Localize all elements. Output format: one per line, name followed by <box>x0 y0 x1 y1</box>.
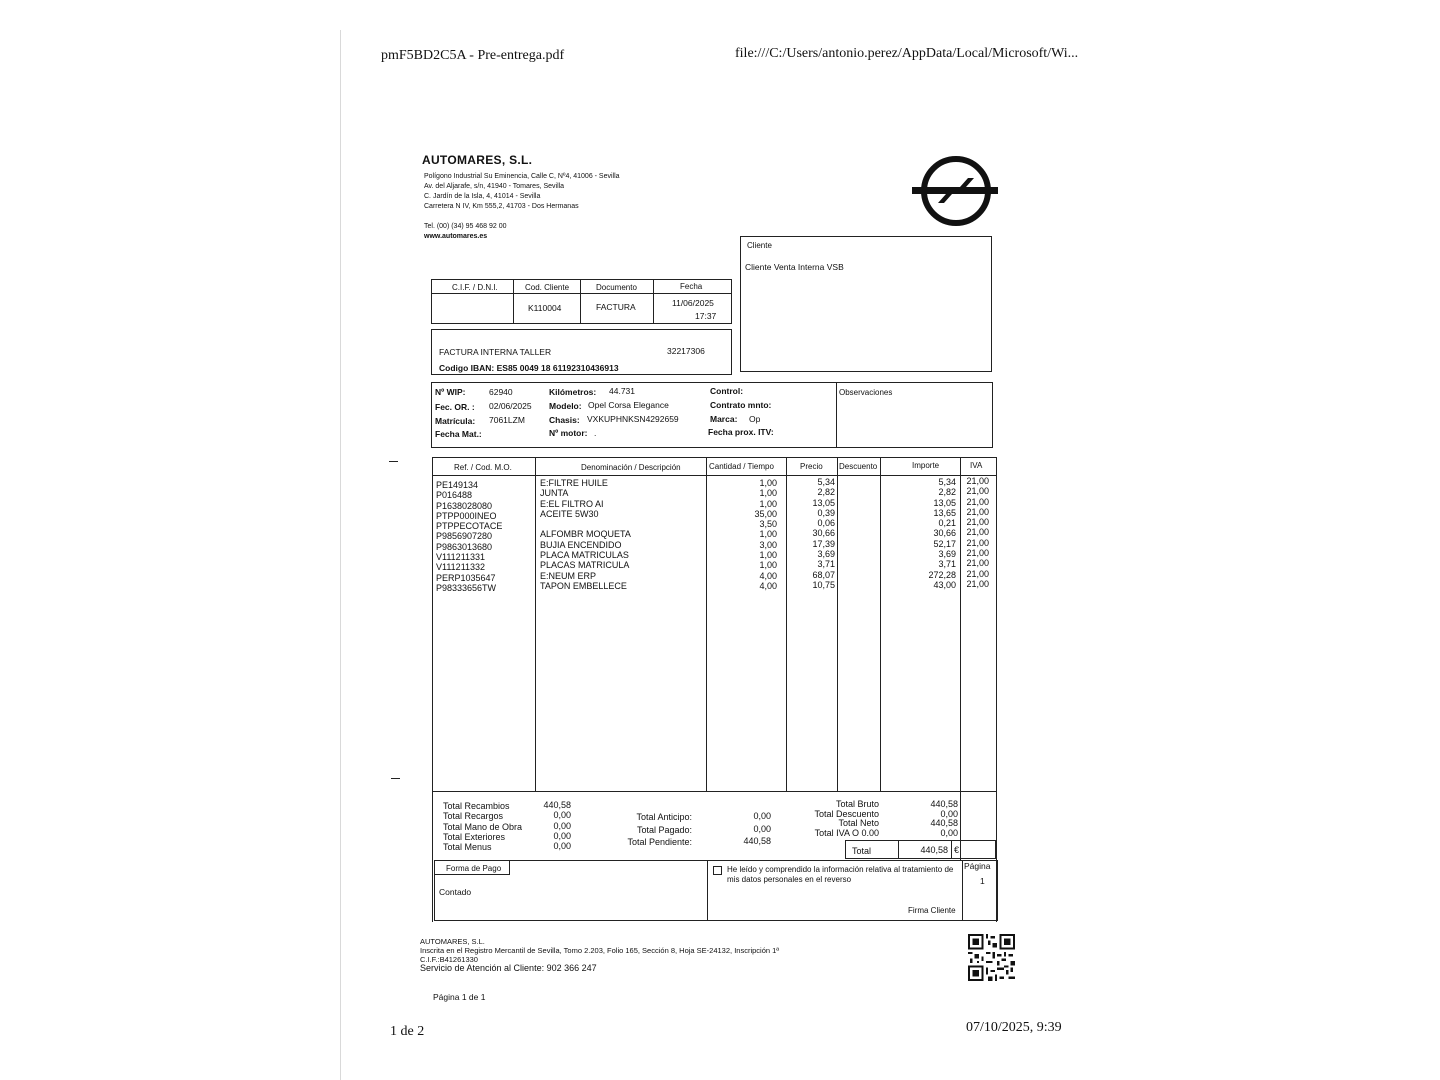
row-qty-cell: 1,00 <box>759 488 777 499</box>
total-label: Total Pendiente: <box>627 837 692 847</box>
row-desc-cell: PLACAS MATRICULA <box>540 560 630 571</box>
payment-label: Forma de Pago <box>446 864 502 873</box>
model-label: Modelo: <box>549 401 582 411</box>
total-label: Total Bruto <box>835 799 879 809</box>
row-discount-cell <box>840 528 878 538</box>
total-value: 0,00 <box>753 811 771 821</box>
total-label: Total Pagado: <box>636 824 692 835</box>
row-amount-cell: 5,34 <box>938 477 956 487</box>
row-price-cell: 5,34 <box>817 477 835 487</box>
total-value: 0,00 <box>553 841 571 852</box>
row-ref-cell: P9856907280 <box>436 531 493 542</box>
row-ref-cell: V111211331 <box>436 552 486 563</box>
row-amount-cell: 3,69 <box>938 549 956 560</box>
plate-value: 7061LZM <box>489 415 525 425</box>
document-info-box <box>431 279 732 324</box>
row-vat-cell: 21,00 <box>966 496 989 507</box>
discount-column <box>840 477 878 590</box>
row-ref-cell: P98333656TW <box>436 582 497 593</box>
row-amount-cell: 52,17 <box>933 538 956 549</box>
total-value: 0,00 <box>553 830 571 841</box>
invoice-type: FACTURA INTERNA TALLER <box>439 347 552 357</box>
row-ref-cell: P1638028080 <box>436 500 493 511</box>
row-discount-cell <box>840 498 878 508</box>
plate-label: Matrícula: <box>435 416 476 426</box>
row-discount-cell <box>840 580 878 590</box>
row-price-cell: 68,07 <box>812 569 835 580</box>
client-name: Cliente Venta Interna VSB <box>745 262 844 272</box>
row-vat-cell: 21,00 <box>966 568 989 579</box>
ref-column <box>436 480 536 593</box>
total-label: Total Neto <box>838 818 879 829</box>
client-code-header: Cod. Cliente <box>525 283 570 292</box>
page-value: 1 <box>980 876 985 886</box>
totals-left-values <box>530 800 571 851</box>
row-amount-cell: 13,05 <box>933 497 956 508</box>
print-header-title: pmF5BD2C5A - Pre-entrega.pdf <box>381 48 565 63</box>
total-label: Total Exteriores <box>443 831 506 842</box>
row-ref-cell: P016488 <box>436 490 473 501</box>
vehicle-info-box <box>431 382 993 448</box>
document-value: FACTURA <box>596 302 636 312</box>
company-address-line: Av. del Aljarafe, s/n, 41940 - Tomares, Sevilla <box>424 183 565 190</box>
document-header: Documento <box>596 283 637 292</box>
row-ref-cell: PE149134 <box>436 480 479 490</box>
km-value: 44.731 <box>609 386 635 396</box>
totals-left-labels <box>443 801 543 852</box>
row-desc-cell: TAPON EMBELLECE <box>540 580 627 591</box>
row-discount-cell <box>840 539 878 549</box>
consent-text: He leído y comprendido la información relativa al tratamiento de mis datos personales en el reverso <box>727 865 954 884</box>
row-discount-cell <box>840 508 878 518</box>
amount-column <box>882 477 956 590</box>
row-price-cell: 3,69 <box>817 549 835 560</box>
row-discount-cell <box>840 559 878 569</box>
page-label: Página <box>964 861 991 871</box>
total-label: Total Menus <box>443 842 492 853</box>
row-price-cell: 0,39 <box>817 507 835 518</box>
row-vat-cell: 21,00 <box>966 476 989 486</box>
company-address-line: C. Jardín de la Isla, 4, 41014 - Sevilla <box>424 193 541 200</box>
total-label: Total Recargos <box>443 811 504 822</box>
chassis-value: VXKUPHNKSN4292659 <box>587 414 679 424</box>
row-ref-cell: P9863013680 <box>436 541 493 552</box>
print-footer-page: 1 de 2 <box>390 1024 425 1039</box>
total-value: 440,58 <box>930 799 958 809</box>
totals-middle-values <box>730 810 771 848</box>
total-value: 0,00 <box>753 823 771 834</box>
row-desc-cell <box>540 519 700 529</box>
km-label: Kilómetros: <box>549 387 597 397</box>
row-vat-cell: 21,00 <box>966 527 989 538</box>
row-price-cell: 2,82 <box>817 487 835 498</box>
price-column <box>788 477 835 590</box>
row-qty-cell: 1,00 <box>759 498 777 509</box>
marca-label: Marca: <box>710 414 738 424</box>
col-header-price: Precio <box>800 462 823 471</box>
row-amount-cell: 3,71 <box>938 559 956 570</box>
total-value: 440,58 <box>930 818 958 829</box>
wip-value: 62940 <box>489 387 513 397</box>
row-discount-cell <box>840 477 878 487</box>
payment-method: Contado <box>439 887 472 897</box>
row-vat-cell: 21,00 <box>966 517 989 528</box>
iban: Codigo IBAN: ES85 0049 18 61192310436913 <box>439 363 619 373</box>
row-amount-cell: 2,82 <box>938 487 956 498</box>
row-desc-cell: PLACA MATRICULAS <box>540 550 629 561</box>
client-code-value: K110004 <box>528 303 562 313</box>
desc-column <box>540 478 700 591</box>
row-ref-cell: PTPP000INEO <box>436 510 497 521</box>
row-amount-cell: 272,28 <box>928 569 956 580</box>
total-label: Total Mano de Obra <box>443 821 523 832</box>
row-price-cell: 3,71 <box>817 559 835 570</box>
row-vat-cell: 21,00 <box>966 578 989 589</box>
col-header-vat: IVA <box>970 461 983 470</box>
fecha-mat-label: Fecha Mat.: <box>435 429 482 439</box>
total-value: 0,00 <box>553 810 571 821</box>
total-value: 440,58 <box>543 800 571 810</box>
wip-label: Nº WIP: <box>435 387 466 397</box>
vat-column <box>962 476 989 589</box>
row-qty-cell: 3,50 <box>759 519 777 530</box>
col-header-amount: Importe <box>912 461 940 470</box>
print-footer-datetime: 07/10/2025, 9:39 <box>966 1020 1062 1035</box>
row-desc-cell: ALFOMBR MOQUETA <box>540 529 631 540</box>
col-header-desc: Denominación / Descripción <box>581 463 681 472</box>
qr-code-icon <box>968 934 1015 981</box>
row-qty-cell: 4,00 <box>759 580 777 591</box>
grand-total-value: 440,58 <box>920 845 948 855</box>
legal-cif: C.I.F.:B41261330 <box>420 955 478 964</box>
total-label: Total Anticipo: <box>636 812 692 822</box>
row-qty-cell: 1,00 <box>759 560 777 571</box>
chassis-label: Chasis: <box>549 415 580 425</box>
row-desc-cell: E:NEUM ERP <box>540 570 597 581</box>
total-label: Total Descuento <box>814 808 879 819</box>
company-name: AUTOMARES, S.L. <box>422 153 533 167</box>
contrato-label: Contrato mnto: <box>710 400 772 410</box>
row-qty-cell: 3,00 <box>759 539 777 550</box>
row-desc-cell: BUJIA ENCENDIDO <box>540 539 622 550</box>
client-box <box>740 236 992 372</box>
marca-value: Op <box>749 414 761 424</box>
total-value: 0,00 <box>940 828 958 839</box>
row-vat-cell: 21,00 <box>966 558 989 569</box>
time-value: 17:37 <box>695 311 717 321</box>
row-amount-cell: 43,00 <box>933 579 956 590</box>
total-value: 440,58 <box>743 836 771 846</box>
company-phone: Tel. (00) (34) 95 468 92 00 <box>424 223 507 230</box>
col-header-ref: Ref. / Cod. M.O. <box>454 463 512 472</box>
row-qty-cell: 35,00 <box>754 508 777 519</box>
row-desc-cell: ACEITE 5W30 <box>540 508 599 519</box>
row-discount-cell <box>840 570 878 580</box>
row-amount-cell: 13,65 <box>933 507 956 518</box>
fold-mark <box>389 461 398 462</box>
row-discount-cell <box>840 518 878 528</box>
row-desc-cell: E:FILTRE HUILE <box>540 478 608 488</box>
totals-right-labels <box>780 800 879 839</box>
row-ref-cell: PTPPECOTACE <box>436 521 503 532</box>
company-website: www.automares.es <box>424 233 488 240</box>
itv-label: Fecha prox. ITV: <box>708 427 774 437</box>
client-label: Cliente <box>747 241 772 250</box>
control-label: Control: <box>710 386 744 396</box>
row-vat-cell: 21,00 <box>966 548 989 559</box>
row-vat-cell: 21,00 <box>966 506 989 517</box>
total-value: 0,00 <box>940 808 958 819</box>
motor-value: . <box>594 428 597 438</box>
totals-right-values <box>900 800 958 839</box>
row-qty-cell: 1,00 <box>759 478 777 488</box>
currency-symbol: € <box>954 845 960 855</box>
print-header-url: file:///C:/Users/antonio.perez/AppData/Local/Microsoft/Wi... <box>735 46 1079 61</box>
consent-checkbox[interactable] <box>713 866 722 875</box>
row-price-cell: 30,66 <box>812 528 835 539</box>
legal-footer <box>420 937 779 973</box>
company-address-line: Polígono Industrial Su Eminencia, Calle C, Nº4, 41006 - Sevilla <box>424 173 620 180</box>
model-value: Opel Corsa Elegance <box>588 400 669 410</box>
fold-mark <box>391 778 400 779</box>
fec-or-label: Fec. OR. : <box>435 402 475 412</box>
row-amount-cell: 0,21 <box>938 518 956 529</box>
row-ref-cell: PERP1035647 <box>436 572 496 583</box>
row-qty-cell: 4,00 <box>759 570 777 581</box>
col-header-qty: Cantidad / Tiempo <box>709 462 774 471</box>
pagination: Página 1 de 1 <box>433 992 486 1002</box>
invoice-type-box <box>431 329 732 375</box>
total-label: Total IVA O 0.00 <box>814 828 879 839</box>
opel-logo-icon <box>908 152 1002 230</box>
row-price-cell: 0,06 <box>817 518 835 529</box>
grand-total-label: Total <box>852 846 872 856</box>
legal-service: Servicio de Atención al Cliente: 902 366 247 <box>420 963 597 973</box>
motor-label: Nº motor: <box>549 428 588 438</box>
row-desc-cell: E:EL FILTRO AI <box>540 498 604 509</box>
row-ref-cell: V111211332 <box>436 562 486 573</box>
observations-label: Observaciones <box>839 388 893 397</box>
grand-total-box <box>845 840 996 859</box>
row-amount-cell: 30,66 <box>933 528 956 539</box>
date-header: Fecha <box>680 282 703 291</box>
company-address-line: Carretera N IV, Km 555,2, 41703 - Dos Hermanas <box>424 203 579 210</box>
cif-header: C.I.F. / D.N.I. <box>452 283 498 292</box>
scan-edge-line <box>340 30 341 1080</box>
row-vat-cell: 21,00 <box>966 537 989 548</box>
row-qty-cell: 1,00 <box>759 529 777 540</box>
payment-box <box>434 860 998 921</box>
signature-label: Firma Cliente <box>908 906 956 915</box>
row-vat-cell: 21,00 <box>966 486 989 497</box>
col-header-discount: Descuento <box>839 462 878 471</box>
legal-company: AUTOMARES, S.L. <box>420 937 485 946</box>
totals-middle-labels <box>600 811 692 849</box>
total-value: 0,00 <box>553 820 571 831</box>
row-price-cell: 13,05 <box>812 497 835 508</box>
row-discount-cell <box>840 549 878 559</box>
total-label: Total Recambios <box>443 801 510 811</box>
fec-or-value: 02/06/2025 <box>489 401 532 411</box>
row-qty-cell: 1,00 <box>759 550 777 561</box>
qty-column <box>705 478 777 591</box>
row-price-cell: 17,39 <box>812 538 835 549</box>
row-desc-cell: JUNTA <box>540 488 569 499</box>
legal-registry: Inscrita en el Registro Mercantil de Sevilla, Tomo 2.203, Folio 165, Sección 8, Hoja SE-24132, Inscripción 1ª <box>420 946 780 955</box>
row-price-cell: 10,75 <box>812 579 835 590</box>
invoice-number: 32217306 <box>667 346 705 356</box>
date-value: 11/06/2025 <box>672 298 714 308</box>
row-discount-cell <box>840 487 878 497</box>
